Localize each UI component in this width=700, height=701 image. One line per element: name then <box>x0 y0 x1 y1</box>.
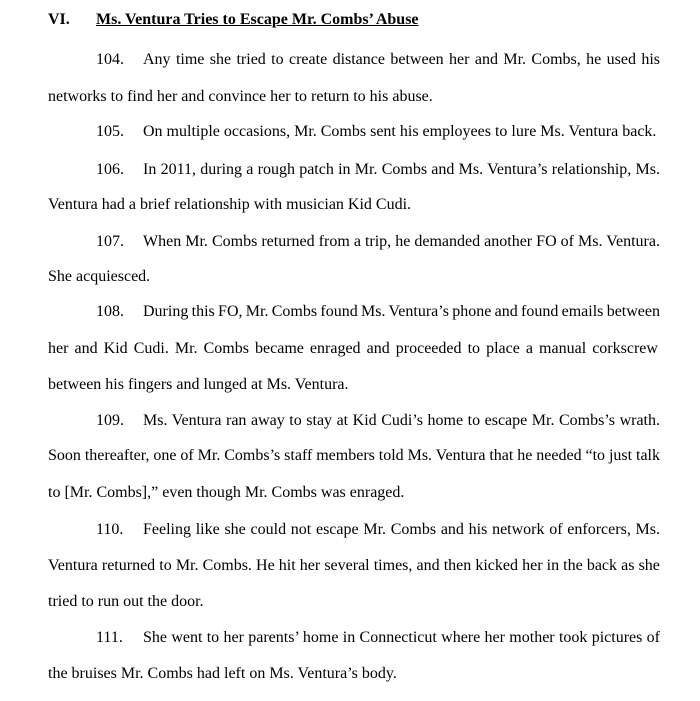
paragraph-line <box>96 50 660 70</box>
paragraph-text: Feeling like she could not escape Mr. Combs and his network of enforcers, Ms. <box>143 521 660 538</box>
paragraph-text: tried to run out the door. <box>48 593 204 610</box>
paragraph-text: Ventura had a brief relationship with musician Kid Cudi. <box>48 196 412 213</box>
paragraph-text: Ms. Ventura ran away to stay at Kid Cudi’s home to escape Mr. Combs’s wrath. <box>143 412 660 429</box>
paragraph-line <box>96 520 660 540</box>
paragraph-number: 107. <box>96 233 124 250</box>
paragraph-number: 109. <box>96 412 124 429</box>
paragraph-number: 110. <box>96 521 124 538</box>
paragraph-line <box>48 375 349 395</box>
paragraph-text: She acquiesced. <box>48 268 151 285</box>
paragraph-text: to [Mr. Combs],” even though Mr. Combs was enraged. <box>48 484 405 501</box>
paragraph-text: During this FO, Mr. Combs found Ms. Ventura’s phone and found emails between <box>143 303 660 320</box>
section-heading <box>48 11 419 29</box>
paragraph-number: 111. <box>96 629 123 646</box>
paragraph-line <box>48 339 658 359</box>
paragraph-line <box>96 411 660 431</box>
paragraph-line <box>48 446 660 466</box>
paragraph-text: the bruises Mr. Combs had left on Ms. Ventura’s body. <box>48 665 397 682</box>
paragraph-text: When Mr. Combs returned from a trip, he demanded another FO of Ms. Ventura. <box>143 233 660 250</box>
paragraph-line <box>96 302 660 322</box>
paragraph-text: between his fingers and lunged at Ms. Ventura. <box>48 376 349 393</box>
paragraph-line <box>48 87 433 107</box>
paragraph-line <box>48 267 150 287</box>
paragraph-text: In 2011, during a rough patch in Mr. Combs and Ms. Ventura’s relationship, Ms. <box>143 161 660 178</box>
paragraph-line <box>96 160 660 180</box>
paragraph-line <box>48 195 411 215</box>
paragraph-text: Soon thereafter, one of Mr. Combs’s staff members told Ms. Ventura that he needed “to just talk <box>48 447 660 464</box>
paragraph-number: 105. <box>96 123 124 140</box>
paragraph-text: Ventura returned to Mr. Combs. He hit her several times, and then kicked her in the back as she <box>48 557 660 574</box>
paragraph-line <box>48 556 660 576</box>
section-number: VI. <box>48 11 70 28</box>
paragraph-number: 104. <box>96 51 124 68</box>
paragraph-text: On multiple occasions, Mr. Combs sent his employees to lure Ms. Ventura back. <box>143 123 657 140</box>
paragraph-line <box>96 232 660 252</box>
paragraph-text: Any time she tried to create distance between her and Mr. Combs, he used his <box>143 51 660 68</box>
paragraph-text: her and Kid Cudi. Mr. Combs became enraged and proceeded to place a manual corkscrew <box>48 340 658 357</box>
paragraph-text: networks to find her and convince her to return to his abuse. <box>48 88 433 105</box>
paragraph-line <box>48 592 204 612</box>
paragraph-line <box>96 122 656 142</box>
paragraph-number: 108. <box>96 303 124 320</box>
paragraph-line <box>48 483 404 503</box>
paragraph-line <box>48 664 397 684</box>
section-title: Ms. Ventura Tries to Escape Mr. Combs’ Abuse <box>96 11 419 28</box>
paragraph-text: She went to her parents’ home in Connecticut where her mother took pictures of <box>143 629 660 646</box>
paragraph-line <box>96 628 660 648</box>
paragraph-number: 106. <box>96 161 124 178</box>
